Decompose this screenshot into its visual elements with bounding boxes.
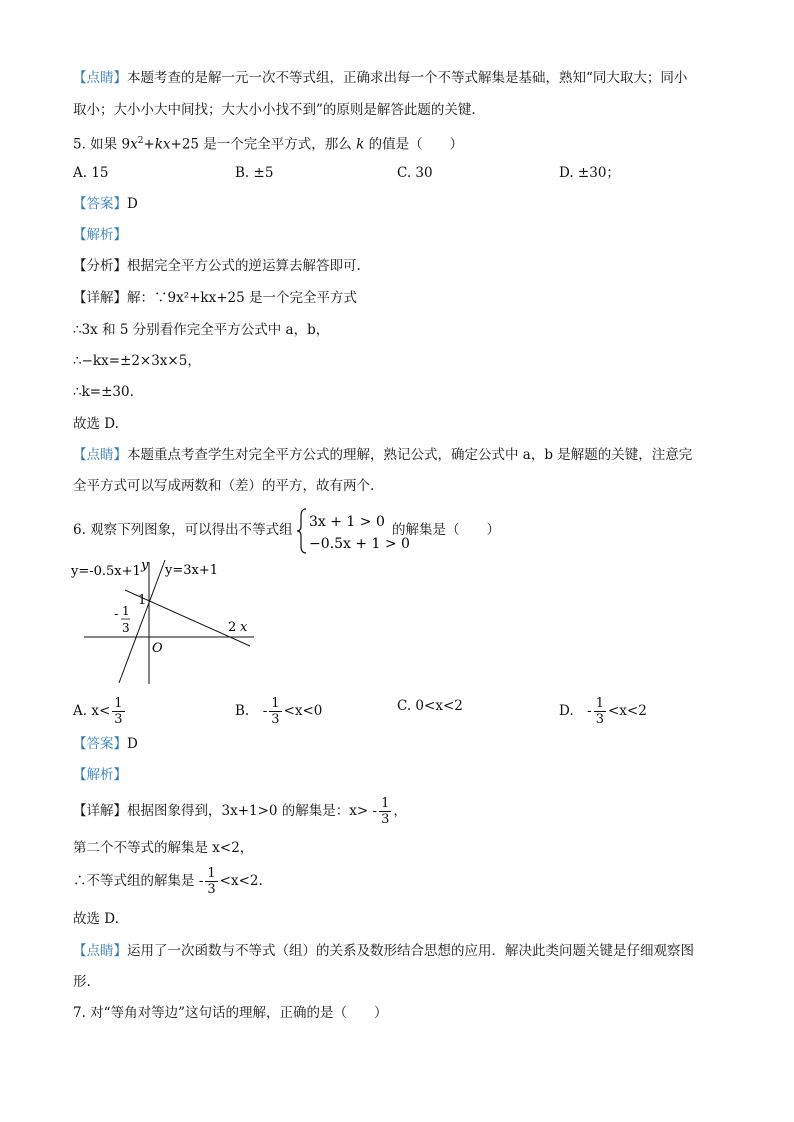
detail-text: 根据图象得到，3x+1>0 的解集是：x> -	[127, 803, 378, 819]
stem-var: x	[130, 136, 138, 153]
q6-detail-2: 第二个不等式的解集是 x<2，	[73, 840, 254, 856]
answer-value: D	[127, 196, 138, 212]
q4-comment-line-1	[73, 68, 687, 88]
q6-answer	[73, 734, 138, 754]
stem-part: 的值是（ ）	[364, 136, 464, 153]
detail-text: ，	[393, 803, 407, 819]
q6-option-d	[559, 696, 647, 727]
option-text: B. -	[235, 703, 268, 719]
q5-answer	[73, 194, 138, 214]
fraction	[594, 696, 606, 727]
detail-tag: 【详解】	[73, 803, 127, 819]
label-one: 1	[138, 593, 147, 608]
q6-stem-prefix: 6. 观察下列图象，可以得出不等式组	[73, 522, 293, 538]
q5-analysis-tag: 【解析】	[73, 227, 127, 243]
fraction-numerator: 1	[114, 696, 123, 711]
q5-option-b: B. ±5	[235, 165, 274, 181]
option-text: A. x<	[73, 703, 111, 719]
q5-comment-line-2: 全平方式可以写成两数和（差）的平方，故有两个.	[73, 478, 375, 494]
fraction-denominator: 3	[207, 882, 216, 897]
comment-tag: 【点睛】	[73, 943, 127, 959]
stem-sup: 2	[137, 136, 144, 146]
comment-text: 本题重点考查学生对完全平方公式的理解，熟记公式，确定公式中 a，b 是解题的关键，注意完	[127, 447, 693, 463]
stem-var: kx	[154, 136, 171, 153]
q5-option-a: A. 15	[73, 165, 109, 181]
q6-option-b	[235, 696, 322, 727]
answer-tag: 【答案】	[73, 736, 127, 752]
fraction-denominator: 3	[381, 812, 390, 827]
q5-comment-line-1	[73, 445, 692, 465]
label-line-1: y=-0.5x+1	[71, 564, 141, 579]
fenxi-text: 根据完全平方公式的逆运算去解答即可.	[127, 258, 361, 274]
detail-tag: 【详解】	[73, 290, 127, 306]
option-text: <x<2	[607, 703, 647, 719]
label-y: y	[141, 558, 149, 573]
q5-conclusion: 故选 D.	[73, 416, 119, 432]
q6-stem-end: 的解集是（ ）	[392, 522, 500, 538]
stem-part: 5. 如果 9	[73, 136, 131, 153]
inequality-1: 3x + 1 > 0	[309, 514, 385, 530]
label-line-2: y=3x+1	[165, 563, 219, 578]
stem-part: +	[143, 136, 155, 153]
fraction	[205, 866, 217, 897]
q6-analysis-tag: 【解析】	[73, 767, 127, 783]
label-origin: O	[152, 641, 163, 656]
fraction-denominator: 3	[595, 712, 604, 727]
q4-comment-line-2: 取小；大小小大中间找；大大小小找不到”的原则是解答此题的关键.	[73, 102, 476, 118]
inequality-2: −0.5x + 1 > 0	[309, 536, 410, 552]
option-text: <x<0	[283, 703, 323, 719]
comment-tag: 【点睛】	[73, 70, 127, 86]
fraction-numerator: 1	[595, 696, 604, 711]
q5-option-d: D. ±30；	[559, 165, 620, 181]
fraction-numerator: 1	[381, 796, 390, 811]
brace-shape	[297, 509, 306, 553]
q6-conclusion: 故选 D.	[73, 911, 119, 927]
label-frac-num: 1	[122, 604, 130, 618]
fraction	[112, 696, 124, 727]
q5-fenxi	[73, 256, 361, 276]
comment-text: 运用了一次函数与不等式（组）的关系及数形结合思想的应用．解决此类问题关键是仔细观察图	[127, 943, 694, 959]
fenxi-tag: 【分析】	[73, 258, 127, 274]
detail-text: <x<2.	[219, 873, 263, 889]
label-x: x	[240, 620, 248, 635]
q6-detail-1	[73, 796, 407, 827]
q5-stem	[73, 131, 463, 155]
detail-text: 解：∵9x²+kx+25 是一个完全平方式	[127, 290, 358, 306]
q6-detail-3	[73, 866, 263, 897]
fraction-numerator: 1	[207, 866, 216, 881]
fraction-denominator: 3	[271, 712, 280, 727]
q6-option-c	[397, 696, 463, 716]
label-neg: -	[114, 607, 119, 622]
q7-stem: 7. 对“等角对等边”这句话的理解，正确的是（ ）	[73, 1005, 388, 1021]
comment-text: 本题考查的是解一元一次不等式组，正确求出每一个不等式解集是基础，熟知“同大取大；同小	[127, 70, 688, 86]
fraction-denominator: 3	[114, 712, 123, 727]
stem-var: k	[356, 136, 365, 153]
answer-value: D	[127, 736, 138, 752]
detail-text: ∴不等式组的解集是 -	[73, 873, 204, 889]
label-two: 2	[228, 620, 237, 635]
stem-part: +25 是一个完全平方式，那么	[170, 136, 357, 153]
option-text: D. -	[559, 703, 592, 719]
fraction	[379, 796, 391, 827]
q6-graph	[70, 556, 260, 688]
answer-tag: 【答案】	[73, 196, 127, 212]
q5-detail-1	[73, 288, 357, 308]
q5-detail-4: ∴k=±30.	[73, 384, 134, 400]
label-frac-den: 3	[122, 621, 130, 635]
q5-option-c: C. 30	[397, 165, 433, 181]
q6-comment-line-1	[73, 941, 694, 961]
fraction	[269, 696, 281, 727]
q6-option-a	[73, 696, 127, 727]
q5-detail-3: ∴−kx=±2×3x×5，	[73, 353, 201, 369]
fraction-numerator: 1	[271, 696, 280, 711]
q6-comment-line-2: 形.	[73, 974, 91, 990]
option-text: C. 0<x<2	[397, 698, 463, 714]
inequality-system	[296, 506, 410, 556]
comment-tag: 【点睛】	[73, 447, 127, 463]
q5-detail-2: ∴3x 和 5 分别看作完全平方公式中 a，b，	[73, 322, 330, 338]
